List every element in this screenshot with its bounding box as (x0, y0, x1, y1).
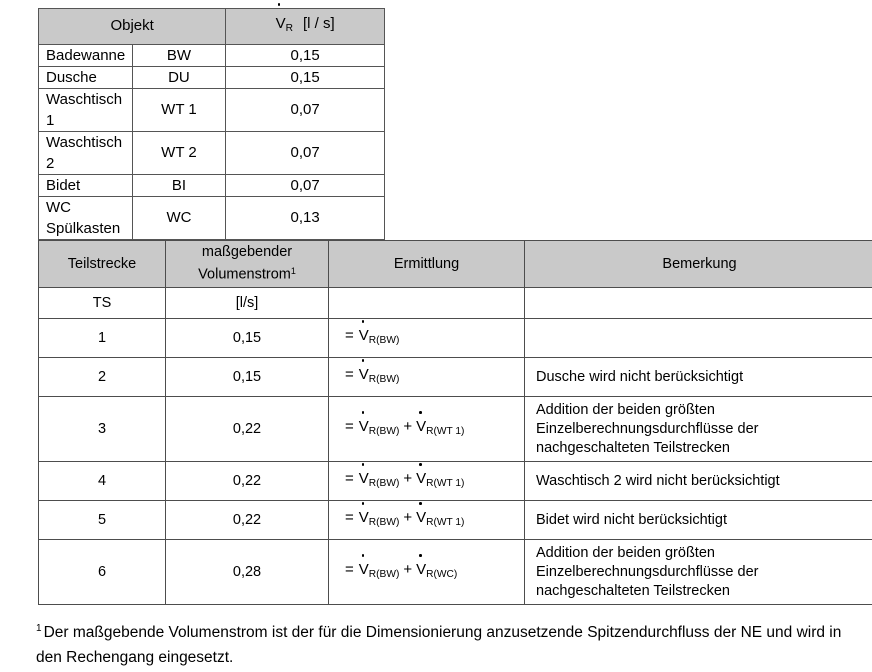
table-row (39, 66, 385, 88)
fixture-abbreviation-cell: WT 1 (132, 88, 226, 131)
remark-line: Einzelberechnungsdurchflüsse der (536, 563, 759, 580)
calculation-cell (329, 397, 525, 462)
flow-symbol-letter: V (358, 366, 369, 384)
v-dot-symbol (359, 469, 369, 488)
flow-symbol-letter: V (416, 418, 427, 436)
equals-sign: = (345, 327, 354, 345)
table-header-row (39, 9, 385, 45)
dot-accent-icon (362, 502, 365, 505)
fixture-name-cell: Waschtisch 2 (39, 131, 133, 174)
flow-symbol-letter: V (358, 418, 369, 436)
table-row (39, 397, 872, 462)
column-header-calculation: Ermittlung (329, 241, 525, 288)
sections-table-body (39, 288, 872, 605)
remark-line: nachgeschalteten Teilstrecken (536, 582, 730, 599)
table-row (39, 462, 872, 501)
design-flow-cell: 0,22 (166, 501, 329, 540)
table-header-row (39, 241, 872, 288)
flow-symbol-letter: V (358, 470, 369, 488)
flow-symbol-letter: V (358, 561, 369, 579)
fixture-flow-cell: 0,07 (226, 88, 385, 131)
equals-sign: = (345, 366, 354, 384)
table-row (39, 196, 385, 239)
fixture-name-cell: Waschtisch 1 (39, 88, 133, 131)
calculation-cell (329, 358, 525, 397)
remark-line: Bidet wird nicht berücksichtigt (536, 511, 727, 528)
remark-line: Dusche wird nicht berücksichtigt (536, 368, 744, 385)
v-dot-symbol (416, 469, 426, 488)
plus-sign: + (403, 418, 413, 436)
v-dot-symbol (359, 508, 369, 527)
equals-sign: = (345, 418, 354, 436)
flow-symbol-subscript: R(BW) (368, 373, 400, 385)
calculation-cell (329, 540, 525, 605)
flow-formula (345, 470, 464, 487)
remark-line: Addition der beiden größten (536, 544, 715, 561)
dot-accent-icon (419, 502, 422, 505)
footnote (36, 616, 852, 670)
footnote-reference-marker: 1 (290, 266, 296, 277)
fixture-flow-cell: 0,15 (226, 66, 385, 88)
v-dot-symbol (416, 508, 426, 527)
flow-symbol-subscript: R(BW) (368, 334, 400, 346)
column-header-object: Objekt (39, 9, 226, 45)
flow-symbol-subscript: R(BW) (368, 516, 400, 528)
column-header-remark: Bemerkung (525, 241, 872, 288)
v-dot-symbol (359, 326, 369, 345)
flow-formula (345, 327, 399, 344)
table-row (39, 174, 385, 196)
column-header-section: Teilstrecke (39, 241, 166, 288)
section-number-cell: 1 (39, 319, 166, 358)
design-flow-line-1: maßgebender (201, 244, 293, 261)
table-row (39, 501, 872, 540)
flow-formula (345, 561, 457, 578)
dot-accent-icon (419, 463, 422, 466)
fixtures-table-body (39, 44, 385, 239)
table-row (39, 44, 385, 66)
table-row (39, 540, 872, 605)
flow-symbol-subscript: R(WT 1) (426, 477, 465, 489)
section-number-cell: 5 (39, 501, 166, 540)
fixture-abbreviation-cell: BW (132, 44, 226, 66)
equals-sign: = (345, 509, 354, 527)
section-number-cell: 3 (39, 397, 166, 462)
fixture-abbreviation-cell: BI (132, 174, 226, 196)
design-flow-cell: 0,15 (166, 319, 329, 358)
v-dot-symbol (359, 560, 369, 579)
table-row (39, 358, 872, 397)
fixture-flow-cell: 0,07 (226, 174, 385, 196)
unit-row-calculation (329, 288, 525, 319)
fixture-flow-cell: 0,07 (226, 131, 385, 174)
remark-cell (525, 462, 872, 501)
fixture-abbreviation-cell: WT 2 (132, 131, 226, 174)
section-number-cell: 4 (39, 462, 166, 501)
unit-row-section-label: TS (39, 288, 166, 319)
flow-symbol-letter: V (275, 15, 286, 32)
table-row (39, 319, 872, 358)
fixture-flow-cell: 0,13 (226, 196, 385, 239)
dot-accent-icon (278, 3, 281, 6)
v-dot-symbol (416, 417, 426, 436)
calculation-cell (329, 462, 525, 501)
plus-sign: + (403, 509, 413, 527)
flow-symbol-subscript: R(WT 1) (426, 516, 465, 528)
dot-accent-icon (362, 359, 365, 362)
fixture-abbreviation-cell: DU (132, 66, 226, 88)
fixture-abbreviation-cell: WC (132, 196, 226, 239)
v-dot-symbol (276, 9, 286, 39)
flow-symbol-subscript: R(BW) (368, 477, 400, 489)
flow-unit-label: [l / s] (302, 15, 335, 32)
fixtures-flow-table (38, 8, 385, 240)
flow-symbol-letter: V (358, 509, 369, 527)
plus-sign: + (403, 561, 413, 579)
flow-symbol-letter: V (416, 509, 427, 527)
flow-symbol-subscript: R(WC) (426, 568, 458, 580)
flow-symbol-letter: V (416, 470, 427, 488)
calculation-cell (329, 319, 525, 358)
v-dot-symbol (416, 560, 426, 579)
design-flow-cell: 0,22 (166, 397, 329, 462)
footnote-marker: 1 (36, 622, 42, 634)
plus-sign: + (403, 470, 413, 488)
remark-line: nachgeschalteten Teilstrecken (536, 439, 730, 456)
fixture-name-cell: Dusche (39, 66, 133, 88)
dot-accent-icon (362, 463, 365, 466)
column-header-flow-rate (226, 9, 385, 45)
table-row (39, 131, 385, 174)
flow-symbol-letter: V (416, 561, 427, 579)
flow-symbol-subscript: R (285, 22, 293, 34)
fixture-name-cell: Bidet (39, 174, 133, 196)
flow-formula (345, 366, 399, 383)
dot-accent-icon (419, 554, 422, 557)
dot-accent-icon (419, 411, 422, 414)
dot-accent-icon (362, 320, 365, 323)
fixture-name-cell: Badewanne (39, 44, 133, 66)
unit-row-flow-unit: [l/s] (166, 288, 329, 319)
dot-accent-icon (362, 554, 365, 557)
section-number-cell: 6 (39, 540, 166, 605)
remark-cell (525, 501, 872, 540)
calculation-cell (329, 501, 525, 540)
remark-line: Addition der beiden größten (536, 401, 715, 418)
flow-symbol-subscript: R(BW) (368, 568, 400, 580)
remark-cell (525, 358, 872, 397)
equals-sign: = (345, 470, 354, 488)
remark-cell (525, 540, 872, 605)
remark-line: Waschtisch 2 wird nicht berücksichtigt (536, 472, 780, 489)
fixtures-table-header (39, 9, 385, 45)
unit-row-remark (525, 288, 872, 319)
footnote-text: Der maßgebende Volumenstrom ist der für die Dimensionierung anzusetzende Spitzendurchfluss der NE und wird in den Rechengang eingesetzt. (36, 623, 842, 666)
section-number-cell: 2 (39, 358, 166, 397)
remark-cell (525, 319, 872, 358)
remark-line: Einzelberechnungsdurchflüsse der (536, 420, 759, 437)
unit-row (39, 288, 872, 319)
equals-sign: = (345, 561, 354, 579)
flow-formula (345, 509, 464, 526)
design-flow-cell: 0,22 (166, 462, 329, 501)
fixture-flow-cell: 0,15 (226, 44, 385, 66)
design-flow-cell: 0,15 (166, 358, 329, 397)
v-dot-symbol (359, 365, 369, 384)
flow-formula (345, 418, 464, 435)
flow-symbol-subscript: R(BW) (368, 425, 400, 437)
flow-symbol-subscript: R(WT 1) (426, 425, 465, 437)
sections-calculation-table (38, 240, 872, 605)
sections-table-header (39, 241, 872, 288)
design-flow-line-2: Volumenstrom (198, 266, 291, 283)
remark-cell (525, 397, 872, 462)
flow-symbol-letter: V (358, 327, 369, 345)
v-dot-symbol (359, 417, 369, 436)
design-flow-cell: 0,28 (166, 540, 329, 605)
fixture-name-cell: WC Spülkasten (39, 196, 133, 239)
table-row (39, 88, 385, 131)
column-header-design-flow (166, 241, 329, 288)
dot-accent-icon (362, 411, 365, 414)
